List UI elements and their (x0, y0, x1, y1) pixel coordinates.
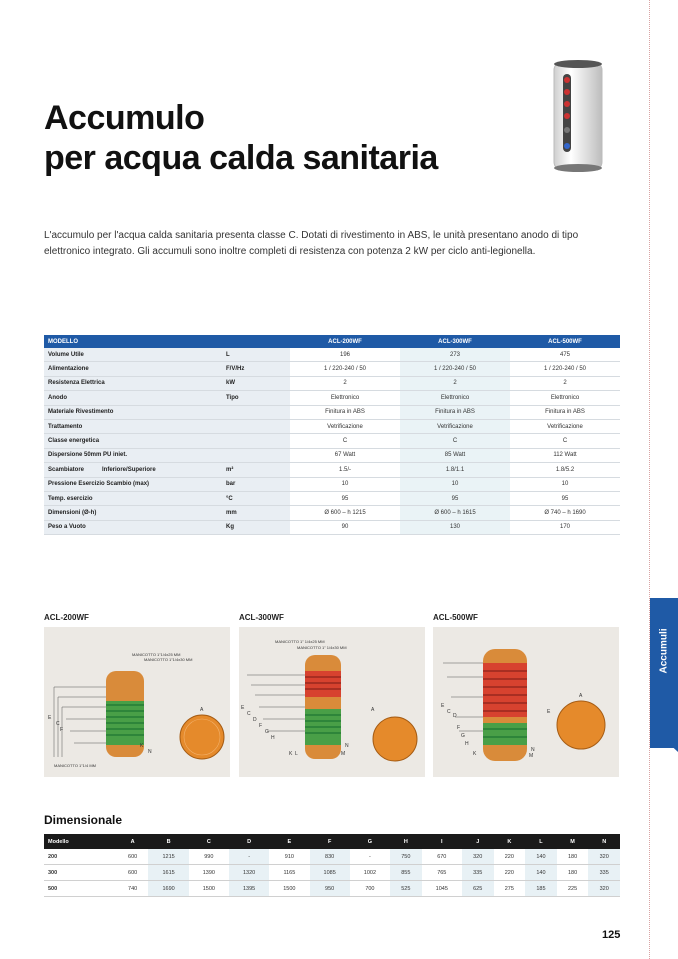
spec-row (44, 376, 620, 390)
dim-cell: 200 (44, 849, 117, 865)
dim-row (44, 881, 620, 897)
dim-cell: 1320 (229, 865, 269, 881)
label-manicotto-a: MANICOTTO 1" 1/4x25 MM (275, 639, 325, 644)
spec-row-label: Anodo (44, 391, 222, 405)
svg-text:K: K (140, 743, 144, 749)
spec-cell: 95 (400, 491, 510, 505)
spec-cell: C (400, 434, 510, 448)
dim-cell: 1500 (269, 881, 309, 897)
dim-cell: 1002 (350, 865, 390, 881)
dim-cell: 1390 (189, 865, 229, 881)
dim-cell: 140 (525, 865, 557, 881)
spec-row-label: Dimensioni (Ø-h) (44, 506, 222, 520)
spec-cell: Ø 600 – h 1615 (400, 506, 510, 520)
dim-header-cell: E (269, 834, 309, 849)
dim-cell: 500 (44, 881, 117, 897)
spec-cell: 273 (400, 348, 510, 362)
spec-row-unit: kW (222, 376, 290, 390)
dim-cell: 320 (588, 881, 620, 897)
svg-text:H: H (271, 735, 275, 741)
spec-row-label: Trattamento (44, 419, 222, 433)
spec-cell: 95 (290, 491, 400, 505)
dimensional-title: Dimensionale (44, 813, 123, 827)
label-manicotto-3: MANICOTTO 1"1/4 MM (54, 763, 97, 768)
dim-header-row (44, 834, 620, 849)
spec-row (44, 391, 620, 405)
dim-cell: 220 (494, 849, 526, 865)
spec-table (44, 335, 620, 535)
dim-cell: 1165 (269, 865, 309, 881)
dim-header-cell: C (189, 834, 229, 849)
dim-cell: 910 (269, 849, 309, 865)
spec-cell: Vetrificazione (400, 419, 510, 433)
dim-cell: 1690 (148, 881, 188, 897)
page-title (44, 98, 438, 178)
dim-cell: 1215 (148, 849, 188, 865)
dim-header-cell: J (462, 834, 494, 849)
svg-text:M: M (529, 753, 534, 759)
diagram-acl-500wf (433, 627, 619, 777)
spec-cell: 1.8/1.1 (400, 463, 510, 477)
spec-row (44, 434, 620, 448)
svg-text:G: G (461, 733, 465, 739)
spec-row-label: Classe energetica (44, 434, 222, 448)
svg-text:E: E (441, 703, 445, 709)
spec-row-label: Materiale Rivestimento (44, 405, 222, 419)
spec-cell: Finitura in ABS (400, 405, 510, 419)
spec-cell: C (510, 434, 620, 448)
spec-row-unit: L (222, 348, 290, 362)
spec-cell: 1 / 220-240 / 50 (400, 362, 510, 376)
side-tab-corner (650, 726, 678, 752)
side-tab-label: Accumuli (658, 628, 670, 674)
dim-header-cell: G (350, 834, 390, 849)
spec-cell: 1.8/5.2 (510, 463, 620, 477)
svg-text:N: N (345, 743, 349, 749)
spec-row-unit (222, 448, 290, 462)
spec-cell: 112 Watt (510, 448, 620, 462)
dim-header-cell: I (422, 834, 462, 849)
spec-cell: 67 Watt (290, 448, 400, 462)
dim-cell: 225 (557, 881, 589, 897)
dim-cell: 1045 (422, 881, 462, 897)
spec-cell: Elettronico (400, 391, 510, 405)
spec-row-label: Temp. esercizio (44, 491, 222, 505)
spec-cell: 475 (510, 348, 620, 362)
dim-cell: 1500 (189, 881, 229, 897)
diagram-acl-200wf (44, 627, 230, 777)
dim-cell: 750 (390, 849, 422, 865)
svg-text:A: A (200, 707, 204, 713)
spec-row (44, 362, 620, 376)
intro-paragraph: L'accumulo per l'acqua calda sanitaria presenta classe C. Dotati di rivestimento in ABS, le unità presentano anodo di tipo elettronico integrato. Gli accumuli sono inoltre completi di resistenza con potenza 2 kW per ciclo anti-legionella. (44, 230, 579, 257)
dim-cell: 220 (494, 865, 526, 881)
spec-row-unit (222, 419, 290, 433)
page-edge-dotted-line (649, 0, 651, 959)
spec-cell: 85 Watt (400, 448, 510, 462)
dim-cell: 1395 (229, 881, 269, 897)
spec-cell: 196 (290, 348, 400, 362)
spec-row-unit: F/V/Hz (222, 362, 290, 376)
spec-cell: 10 (290, 477, 400, 491)
svg-text:N: N (531, 747, 535, 753)
page-number: 125 (602, 929, 621, 941)
spec-cell: Vetrificazione (290, 419, 400, 433)
dim-cell: 300 (44, 865, 117, 881)
dim-cell: 600 (117, 865, 149, 881)
svg-text:K: K (473, 751, 477, 757)
spec-header-model: MODELLO (44, 335, 290, 348)
svg-text:F: F (60, 727, 64, 733)
dim-cell: 140 (525, 849, 557, 865)
svg-text:C: C (447, 709, 451, 715)
dim-cell: 670 (422, 849, 462, 865)
spec-header-model-3: ACL-500WF (510, 335, 620, 348)
spec-row (44, 477, 620, 491)
spec-row-label: Volume Utile (44, 348, 222, 362)
diagram-title-500: ACL-500WF (433, 613, 478, 622)
svg-text:H: H (465, 741, 469, 747)
spec-header-model-1: ACL-200WF (290, 335, 400, 348)
dim-cell: - (350, 849, 390, 865)
dim-row (44, 865, 620, 881)
dim-header-cell: Modello (44, 834, 117, 849)
spec-row-label: Alimentazione (44, 362, 222, 376)
spec-cell: 2 (400, 376, 510, 390)
spec-row-unit: m² (222, 463, 290, 477)
spec-cell: Ø 740 – h 1690 (510, 506, 620, 520)
spec-row (44, 348, 620, 362)
spec-row-unit (222, 405, 290, 419)
dim-header-cell: A (117, 834, 149, 849)
svg-text:L: L (295, 751, 298, 757)
dim-row (44, 849, 620, 865)
spec-row-unit: bar (222, 477, 290, 491)
dim-cell: 950 (310, 881, 350, 897)
svg-text:C: C (247, 711, 251, 717)
svg-text:M: M (341, 751, 346, 757)
spec-cell: Finitura in ABS (510, 405, 620, 419)
svg-text:F: F (457, 725, 461, 731)
spec-cell: 1 / 220-240 / 50 (290, 362, 400, 376)
spec-cell: 2 (290, 376, 400, 390)
spec-row-label: Resistenza Elettrica (44, 376, 222, 390)
svg-text:N: N (148, 749, 152, 755)
spec-row-unit: Tipo (222, 391, 290, 405)
dimensional-table (44, 834, 620, 897)
spec-row-label (44, 463, 222, 477)
dim-cell: 1615 (148, 865, 188, 881)
dim-cell: 600 (117, 849, 149, 865)
diagram-acl-300wf (239, 627, 425, 777)
spec-cell: Elettronico (510, 391, 620, 405)
spec-cell: 10 (510, 477, 620, 491)
dim-header-cell: H (390, 834, 422, 849)
dim-header-cell: B (148, 834, 188, 849)
dim-header-cell: F (310, 834, 350, 849)
spec-cell: 95 (510, 491, 620, 505)
dim-cell: 765 (422, 865, 462, 881)
svg-text:D: D (253, 717, 257, 723)
dim-cell: 625 (462, 881, 494, 897)
spec-row (44, 520, 620, 534)
spec-row-label: Peso a Vuoto (44, 520, 222, 534)
dim-cell: 180 (557, 865, 589, 881)
svg-text:K: K (289, 751, 293, 757)
dim-cell: 830 (310, 849, 350, 865)
spec-row (44, 463, 620, 477)
dim-header-cell: D (229, 834, 269, 849)
label-manicotto-1: MANICOTTO 1"1/4x25 MM (132, 652, 181, 657)
dim-cell: 180 (557, 849, 589, 865)
dim-cell: 740 (117, 881, 149, 897)
svg-text:E: E (547, 709, 551, 715)
dim-cell: 990 (189, 849, 229, 865)
dim-cell: 335 (462, 865, 494, 881)
dim-cell: 855 (390, 865, 422, 881)
label-manicotto-b: MANICOTTO 1" 1/4x30 MM (297, 645, 347, 650)
label-manicotto-2: MANICOTTO 1"1/4x30 MM (144, 657, 193, 662)
spec-cell: 2 (510, 376, 620, 390)
diagram-title-300: ACL-300WF (239, 613, 284, 622)
spec-cell: 170 (510, 520, 620, 534)
spec-row (44, 506, 620, 520)
dim-cell: 1085 (310, 865, 350, 881)
spec-row (44, 491, 620, 505)
dim-cell: 185 (525, 881, 557, 897)
spec-row (44, 448, 620, 462)
spec-row-label: Pressione Esercizio Scambio (max) (44, 477, 222, 491)
svg-text:E: E (241, 705, 245, 711)
spec-cell: 10 (400, 477, 510, 491)
spec-header-model-2: ACL-300WF (400, 335, 510, 348)
spec-row-label-main: Scambiatore (48, 466, 85, 473)
spec-cell: Ø 600 – h 1215 (290, 506, 400, 520)
dim-cell: 320 (588, 849, 620, 865)
dim-header-cell: L (525, 834, 557, 849)
spec-row-unit: °C (222, 491, 290, 505)
svg-text:G: G (265, 729, 269, 735)
spec-row-unit: Kg (222, 520, 290, 534)
spec-cell: 1 / 220-240 / 50 (510, 362, 620, 376)
dim-cell: - (229, 849, 269, 865)
dim-cell: 275 (494, 881, 526, 897)
dim-header-cell: K (494, 834, 526, 849)
spec-row-sublabel: Inferiore/Superiore (102, 466, 156, 473)
dim-cell: 335 (588, 865, 620, 881)
spec-header-row (44, 335, 620, 348)
svg-text:A: A (371, 707, 375, 713)
spec-row (44, 419, 620, 433)
title-line-1: Accumulo (44, 99, 205, 137)
svg-text:E: E (48, 715, 52, 721)
spec-row-unit: mm (222, 506, 290, 520)
dim-cell: 320 (462, 849, 494, 865)
title-line-2: per acqua calda sanitaria (44, 139, 438, 177)
tank-product-image (552, 58, 604, 174)
spec-cell: 130 (400, 520, 510, 534)
diagram-title-200: ACL-200WF (44, 613, 89, 622)
spec-cell: 90 (290, 520, 400, 534)
dim-header-cell: M (557, 834, 589, 849)
dim-header-cell: N (588, 834, 620, 849)
spec-cell: 1.5/- (290, 463, 400, 477)
spec-row (44, 405, 620, 419)
dim-cell: 700 (350, 881, 390, 897)
svg-text:A: A (579, 693, 583, 699)
spec-cell: Finitura in ABS (290, 405, 400, 419)
dim-cell: 525 (390, 881, 422, 897)
spec-row-unit (222, 434, 290, 448)
svg-text:D: D (453, 713, 457, 719)
svg-text:F: F (259, 723, 263, 729)
spec-cell: Elettronico (290, 391, 400, 405)
spec-cell: C (290, 434, 400, 448)
svg-text:C: C (56, 721, 60, 727)
spec-cell: Vetrificazione (510, 419, 620, 433)
spec-row-label: Dispersione 50mm PU iniet. (44, 448, 222, 462)
